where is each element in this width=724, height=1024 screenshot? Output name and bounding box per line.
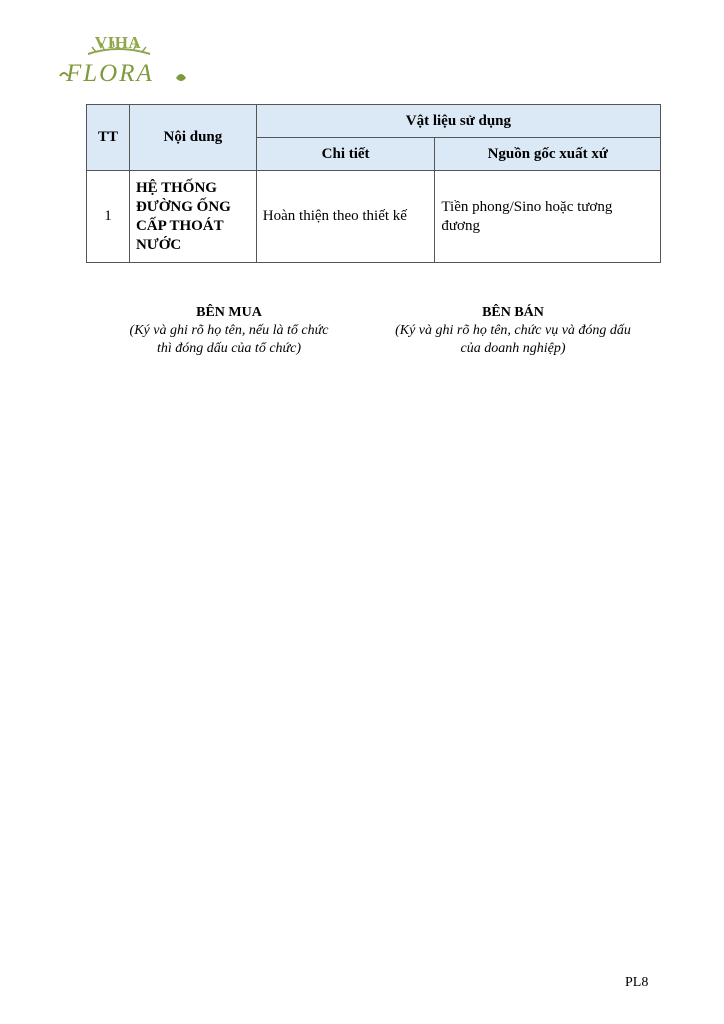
buyer-note-line: (Ký và ghi rõ họ tên, nếu là tổ chức bbox=[129, 323, 329, 338]
noi-dung-line: HỆ THỐNG bbox=[135, 179, 217, 196]
header-nguon-goc: Nguồn gốc xuất xứ bbox=[435, 138, 661, 171]
header-noi-dung: Nội dung bbox=[129, 105, 256, 171]
nguon-goc-line: đương bbox=[441, 217, 480, 234]
table-header-row bbox=[87, 105, 661, 138]
nguon-goc-line: Tiền phong/Sino hoặc tương bbox=[441, 198, 613, 215]
page-number: PL8 bbox=[625, 975, 649, 990]
buyer-signature-block bbox=[100, 304, 358, 358]
header-chi-tiet: Chi tiết bbox=[256, 138, 435, 171]
cell-noi-dung bbox=[129, 171, 256, 263]
noi-dung-line: NƯỚC bbox=[135, 236, 182, 253]
header-tt: TT bbox=[87, 105, 130, 171]
cell-chi-tiet: Hoàn thiện theo thiết kế bbox=[256, 171, 435, 263]
table-row bbox=[87, 171, 661, 263]
logo-text-top: VIHA bbox=[94, 33, 142, 52]
viha-flora-logo bbox=[58, 30, 188, 92]
noi-dung-line: ĐƯỜNG ỐNG bbox=[135, 198, 231, 215]
seller-title: BÊN BÁN bbox=[482, 305, 544, 320]
logo-text-bottom: FLORA bbox=[66, 60, 154, 87]
buyer-note-line: thì đóng dấu của tổ chức) bbox=[156, 341, 302, 356]
seller-note-line: (Ký và ghi rõ họ tên, chức vụ và đóng dấu bbox=[395, 323, 631, 338]
cell-nguon-goc bbox=[435, 171, 661, 263]
noi-dung-line: CẤP THOÁT bbox=[135, 217, 224, 234]
seller-signature-block bbox=[370, 304, 656, 358]
header-vat-lieu: Vật liệu sử dụng bbox=[256, 105, 660, 138]
cell-tt: 1 bbox=[87, 171, 130, 263]
seller-note-line: của doanh nghiệp) bbox=[460, 341, 566, 356]
materials-table bbox=[86, 104, 661, 263]
buyer-title: BÊN MUA bbox=[196, 305, 262, 320]
